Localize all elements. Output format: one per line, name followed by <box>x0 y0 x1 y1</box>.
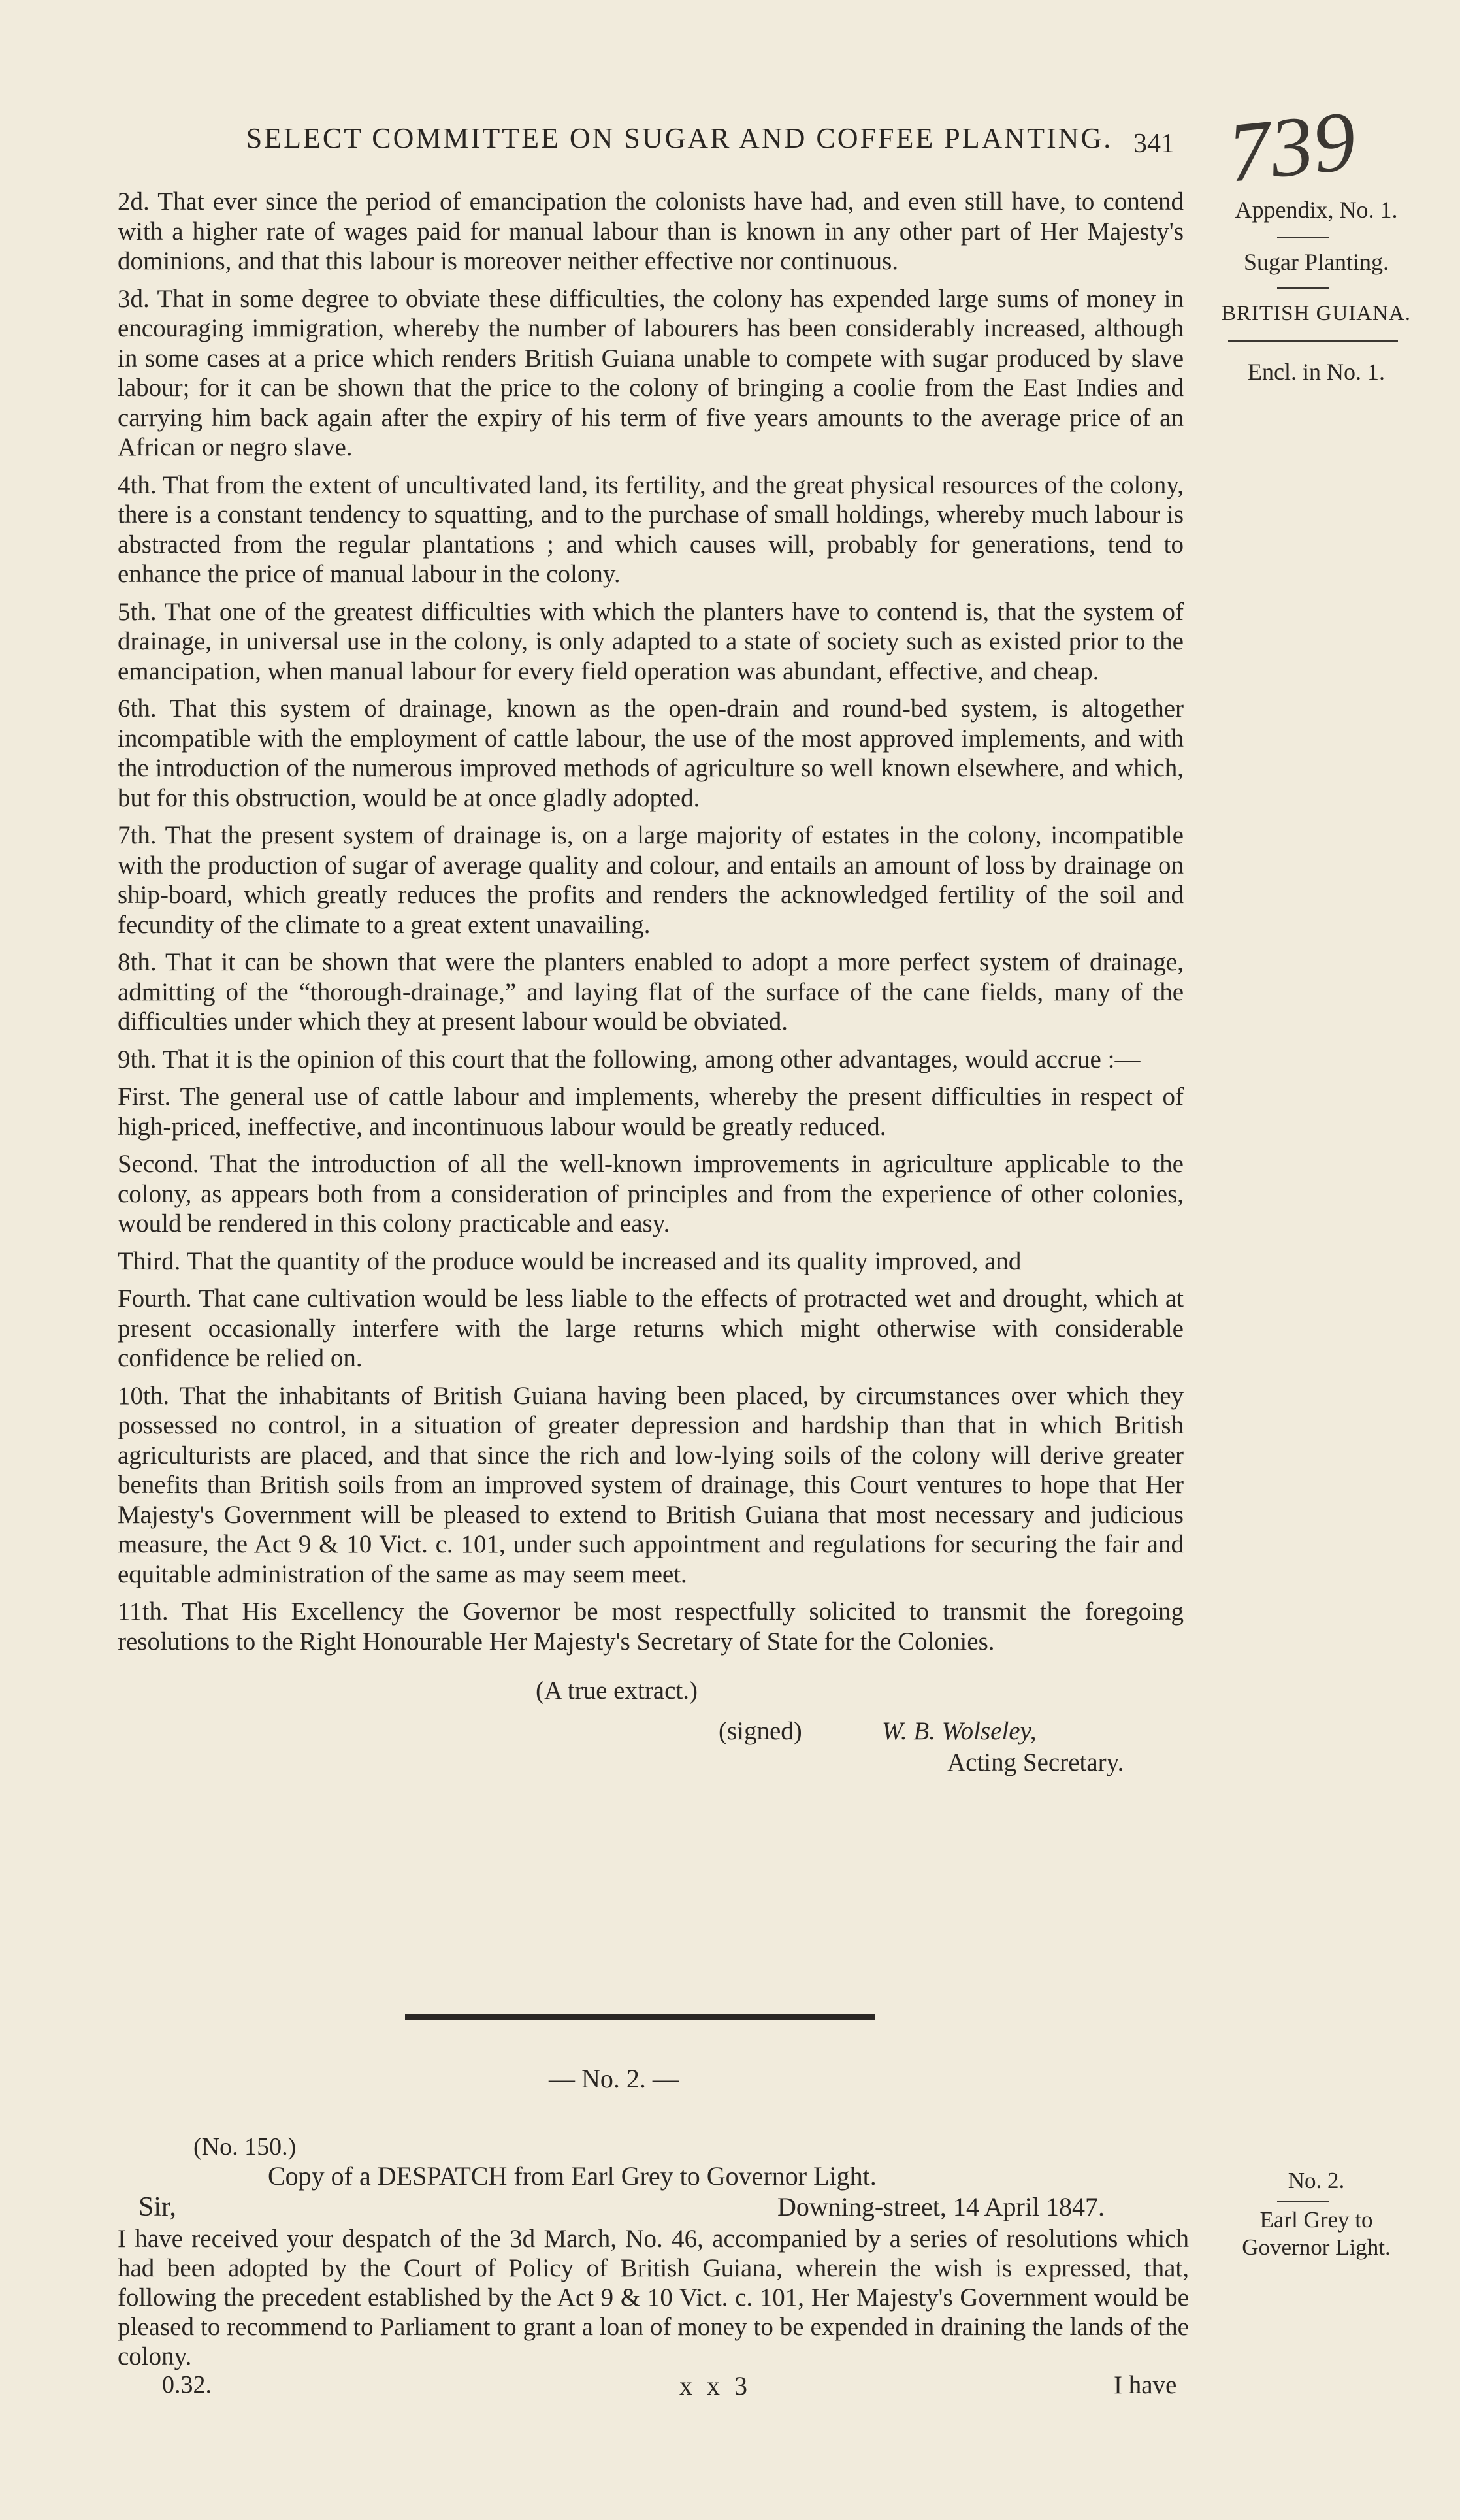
paragraph-4th: 4th. That from the extent of uncultivated land, its fertility, and the great physical resources of the colony, there is a constant tendency to squatting, and to the purchase of small holdings, whereby much labour is abstracted from the regular plantations ; and which causes will, probably for generations, tend to enhance the price of manual labour in the colony. <box>118 470 1184 588</box>
paragraph-7th: 7th. That the present system of drainage is, on a large majority of estates in the colony, incompatible with the production of sugar of average quality and colour, and entails an amount of loss by drainage on ship-board, which greatly reduces the profits and renders the acknowledged fertility of the soil and fecundity of the climate to a great extent unavailing. <box>118 821 1184 939</box>
signer-title: Acting Secretary. <box>947 1748 1124 1776</box>
paragraph-2d: 2d. That ever since the period of emancipation the colonists have had, and even still have, to contend with a higher rate of wages paid for manual labour than is known in any other part of Her Majesty's dominions, and that this labour is moreover neither effective nor continuous. <box>118 188 1184 275</box>
section-divider <box>405 2014 875 2020</box>
margin-rule <box>1277 237 1329 238</box>
paragraph-first: First. The general use of cattle labour and implements, whereby the present difficulties in respect of high-priced, ineffective, and incontinuous labour would be greatly reduced. <box>118 1083 1184 1141</box>
signed-label: (signed) <box>719 1717 802 1745</box>
margin-appendix: Appendix, No. 1. <box>1235 197 1398 223</box>
margin-rule <box>1277 2201 1329 2202</box>
place-date: Downing-street, 14 April 1847. <box>777 2192 1105 2221</box>
paragraph-11th: 11th. That His Excellency the Governor be most respectfully solicited to transmit the foregoing resolutions to the Right Honourable Her Majesty's Secretary of State for the Colonies. <box>118 1597 1184 1656</box>
section-heading: — No. 2. — <box>549 2064 679 2093</box>
page-number: 341 <box>1133 129 1175 159</box>
paragraph-3d: 3d. That in some degree to obviate these difficulties, the colony has expended large sums of money in encouraging immigration, whereby the number of labourers has been considerably increased, although in some cases at a price which renders British Guiana unable to compete with sugar produced by slave labour; for it can be shown that the price to the colony of bringing a coolie from the East Indies and carrying him back again after the expiry of his term of five years amounts to the average price of an African or negro slave. <box>118 284 1184 461</box>
despatch-number: (No. 150.) <box>193 2133 297 2161</box>
salutation: Sir, <box>138 2192 176 2222</box>
footer-catchword: I have <box>1114 2371 1177 2399</box>
margin-rule <box>1277 287 1329 289</box>
paragraph-10th: 10th. That the inhabitants of British Guiana having been placed, by circumstances over which they possessed no control, in a situation of greater depression and hardship than that in which British agriculturists are placed, and that since the rich and low-lying soils of the colony will derive greater benefits than British soils from an improved system of drainage, this Court ventures to hope that Her Majesty's Government will be pleased to extend to British Guiana that most necessary and judicious measure, the Act 9 & 10 Vict. c. 101, under such appointment and regulations for securing the fair and equitable administration of the same as may seem meet. <box>118 1381 1184 1588</box>
signature-block <box>118 1676 1184 1800</box>
running-header: SELECT COMMITTEE ON SUGAR AND COFFEE PLANTING. <box>246 122 1113 154</box>
footer-signature-mark: 0.32. <box>162 2371 212 2398</box>
despatch-title: Copy of a DESPATCH from Earl Grey to Governor Light. <box>268 2161 877 2191</box>
paragraph-5th: 5th. That one of the greatest difficulties with which the planters have to contend is, that the system of drainage, in universal use in the colony, is only adapted to a state of society such as existed prior to the emancipation, when manual labour for every field operation was abundant, effective, and cheap. <box>118 597 1184 685</box>
margin-sugar-planting: Sugar Planting. <box>1244 249 1389 275</box>
paragraph-9th: 9th. That it is the opinion of this court that the following, among other advantages, would accrue :— <box>118 1045 1141 1073</box>
footer-sheet-mark: x x 3 <box>679 2371 751 2400</box>
margin-british-guiana: BRITISH GUIANA. <box>1222 302 1411 325</box>
resolutions-text <box>118 187 1184 1800</box>
paragraph-fourth: Fourth. That cane cultivation would be less liable to the effects of protracted wet and drought, which at present occasionally interfere with the large returns which might otherwise with considerable confidence be relied on. <box>118 1285 1184 1372</box>
letter-text: I have received your despatch of the 3d March, No. 46, accompanied by a series of resolutions which had been adopted by the Court of Policy of British Guiana, wherein the wish is expressed, that, following the precedent established by the Act 9 & 10 Vict. c. 101, Her Majesty's Government would be pleased to recommend to Parliament to grant a loan of money to be expended in draining the lands of the colony. <box>118 2225 1189 2370</box>
margin-earl-grey: Earl Grey to <box>1259 2207 1373 2233</box>
paragraph-third: Third. That the quantity of the produce would be increased and its quality improved, and <box>118 1247 1022 1275</box>
margin-no2: No. 2. <box>1288 2168 1345 2193</box>
margin-enclosure: Encl. in No. 1. <box>1248 359 1385 385</box>
handwritten-folio-number: 739 <box>1224 93 1360 201</box>
paragraph-8th: 8th. That it can be shown that were the planters enabled to adopt a more perfect system of drainage, admitting of the “thorough-drainage,” and laying flat of the surface of the cane fields, many of the difficulties under which they at present labour would be obviated. <box>118 948 1184 1036</box>
margin-governor: Governor Light. <box>1242 2234 1391 2260</box>
paragraph-6th: 6th. That this system of drainage, known as the open-drain and round-bed system, is altogether incompatible with the employment of cattle labour, the use of the most approved implements, and with the introduction of the numerous improved methods of agriculture so well known elsewhere, and which, but for this obstruction, would be at once gladly adopted. <box>118 695 1184 812</box>
true-extract: (A true extract.) <box>536 1677 698 1705</box>
signer-name: W. B. Wolseley, <box>882 1717 1037 1745</box>
margin-rule <box>1228 340 1398 342</box>
paragraph-second: Second. That the introduction of all the well-known improvements in agriculture applicable to the colony, as appears both from a consideration of principles and from the experience of other colonies, would be rendered in this colony practicable and easy. <box>118 1150 1184 1237</box>
